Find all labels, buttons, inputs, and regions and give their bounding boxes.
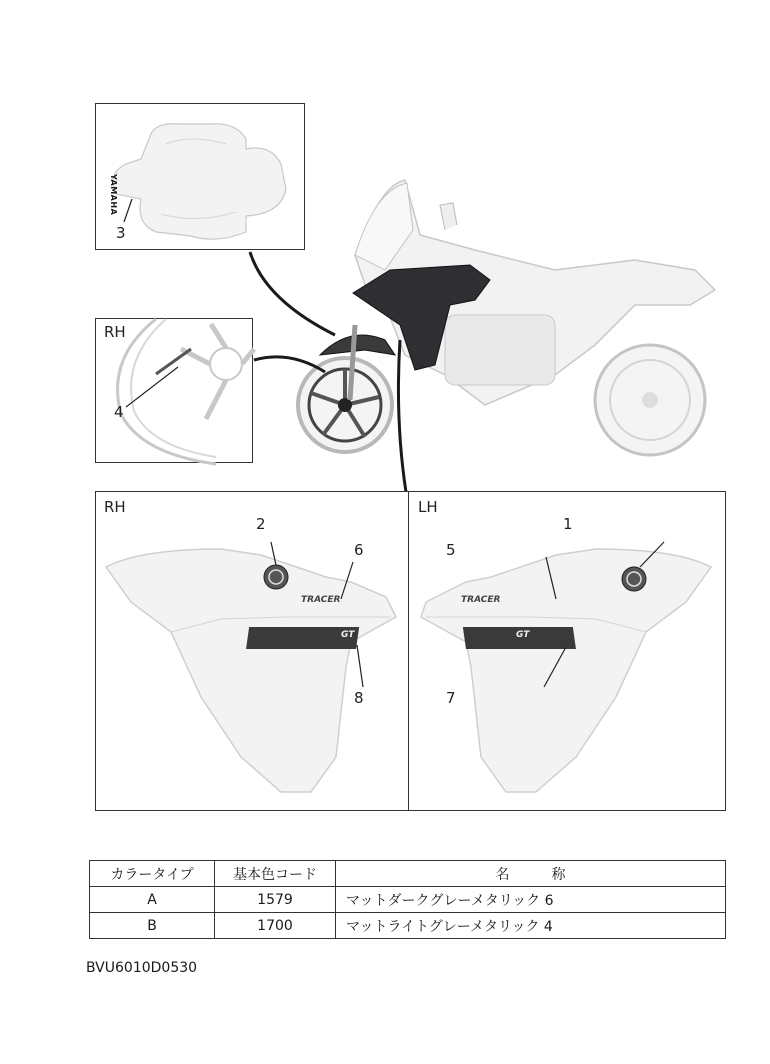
- header-name: 名 称: [336, 861, 726, 887]
- leader-lines: [0, 0, 770, 520]
- table-row: [90, 887, 726, 913]
- callout-6: 6: [354, 541, 364, 559]
- rh-gt-text: GT: [341, 630, 355, 640]
- callout-2: 2: [256, 515, 266, 533]
- callout-5: 5: [446, 541, 456, 559]
- lh-emblem: [622, 567, 646, 591]
- cell-name: マットダークグレーメタリック 6: [336, 887, 726, 913]
- callout-4: 4: [114, 403, 124, 421]
- callout-3: 3: [116, 224, 126, 242]
- callout-8: 8: [354, 689, 364, 707]
- header-color-type: カラータイプ: [90, 861, 215, 887]
- cell-code: 1700: [215, 913, 336, 939]
- cell-name: マットライトグレーメタリック 4: [336, 913, 726, 939]
- lh-gt-text: GT: [516, 630, 530, 640]
- rh-tracer-text: TRACER: [301, 595, 341, 605]
- view-label-rh-panel: RH: [104, 498, 126, 516]
- color-table: [89, 860, 726, 939]
- callout-7: 7: [446, 689, 456, 707]
- panel-divider: [408, 492, 409, 810]
- cell-type: A: [90, 887, 215, 913]
- table-row: [90, 913, 726, 939]
- view-label-rh-wheel: RH: [104, 323, 126, 341]
- cell-code: 1579: [215, 887, 336, 913]
- table-header-row: [90, 861, 726, 887]
- detail-box-panels: [95, 491, 726, 811]
- yamaha-decal-text: YAMAHA: [109, 174, 118, 216]
- header-color-code: 基本色コード: [215, 861, 336, 887]
- callout-1: 1: [563, 515, 573, 533]
- rh-emblem: [264, 565, 288, 589]
- lh-side-panel: [416, 507, 716, 807]
- lh-tracer-text: TRACER: [461, 595, 501, 605]
- view-label-lh-panel: LH: [418, 498, 438, 516]
- drawing-code: BVU6010D0530: [86, 960, 198, 976]
- cell-type: B: [90, 913, 215, 939]
